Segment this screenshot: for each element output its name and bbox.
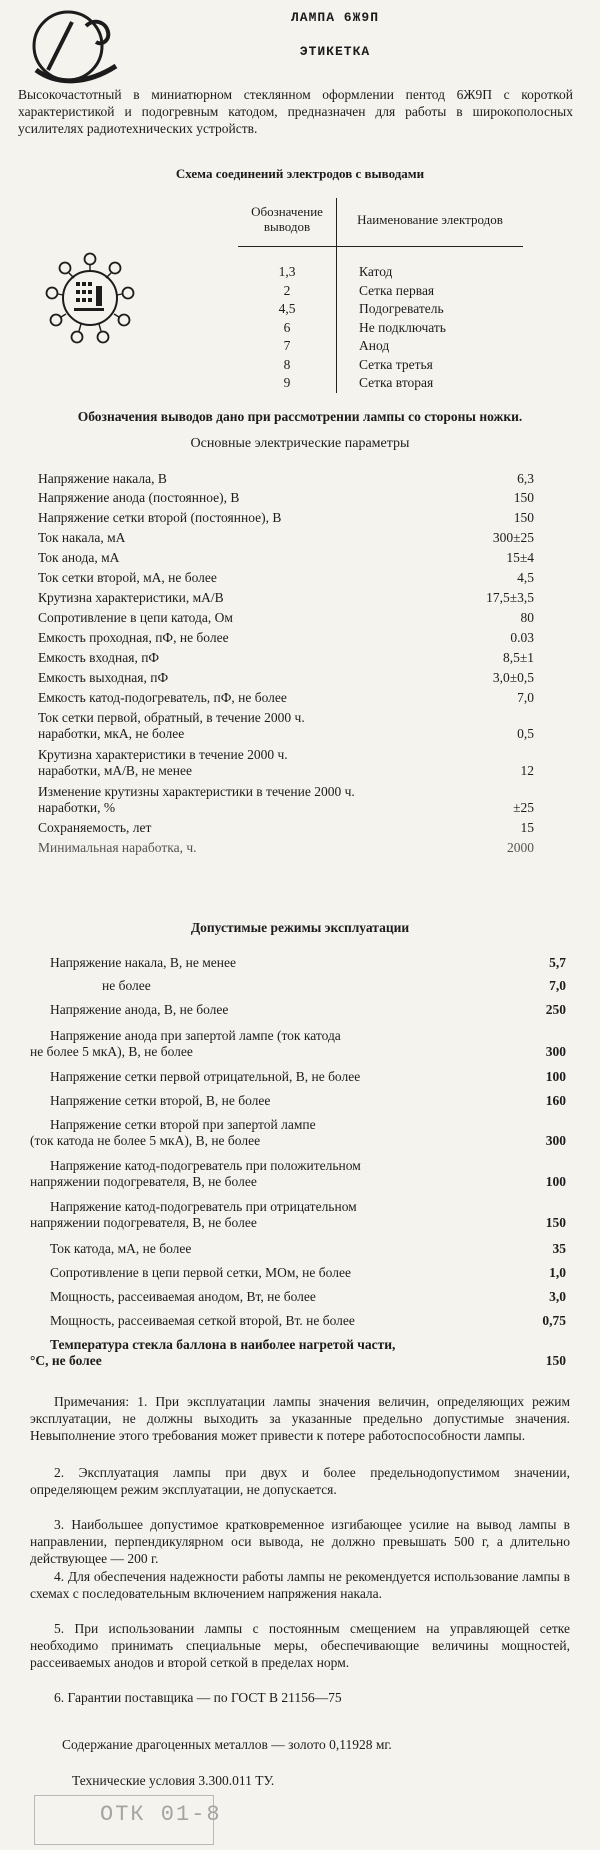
mode-label: Напряжение сетки второй при запертой лампе [50, 1117, 316, 1132]
param-row [38, 630, 534, 645]
param-value: 12 [520, 763, 534, 778]
mode-row [30, 1241, 566, 1256]
mode-value: 35 [552, 1241, 566, 1256]
param-label-continued: наработки, мкА, не более [38, 726, 185, 741]
param-value: 2000 [507, 840, 534, 855]
pin-row [238, 319, 523, 338]
pin-number: 2 [238, 282, 337, 301]
param-label-continued: наработки, % [38, 800, 116, 815]
mode-value: 150 [545, 1215, 566, 1230]
param-row [38, 650, 534, 665]
mode-label-continued: °С, не более [30, 1353, 102, 1368]
param-label: Емкость выходная, пФ [38, 670, 169, 685]
technical-conditions: Технические условия 3.300.011 ТУ. [72, 1773, 275, 1788]
electrode-name: Сетка первая [359, 282, 435, 298]
pin-table [238, 198, 523, 393]
pin-table-header [238, 198, 523, 247]
param-row [38, 747, 534, 779]
note-3: 3. Наибольшее допустимое кратковременное изгибающее усилие на вывод лампы в направлении, перпендикулярном оси вывода, не должно превышать 500 г, а длительно действующее — 200 г. [30, 1517, 570, 1566]
param-label: Крутизна характеристики, мА/В [38, 590, 224, 605]
mode-row [30, 1069, 566, 1084]
mode-label: не более [102, 978, 151, 993]
mode-label: Ток катода, мА, не более [50, 1241, 192, 1256]
pin-row [238, 247, 523, 282]
scheme-title: Схема соединений электродов с выводами [175, 166, 425, 181]
mode-label: Напряжение сетки первой отрицательной, В, не более [50, 1069, 361, 1084]
param-row [38, 670, 534, 685]
param-row [38, 471, 534, 486]
mode-value: 300 [545, 1133, 566, 1148]
pin-row [238, 374, 523, 393]
mode-label: Мощность, рассеиваемая сеткой второй, Вт. не более [50, 1313, 355, 1328]
electrode-name: Не подключать [359, 319, 446, 335]
pin-number: 9 [238, 374, 337, 393]
intro-paragraph: Высокочастотный в миниатюрном стеклянном оформлении пентод 6Ж9П с короткой характеристикой и подогревным катодом, предназначен для работы в широкополосных усилителях радиотехнических устройств. [18, 87, 573, 136]
param-label: Емкость входная, пФ [38, 650, 160, 665]
param-row [38, 610, 534, 625]
mode-row [30, 1337, 566, 1369]
mode-label-continued: напряжении подогревателя, В, не более [30, 1215, 257, 1230]
electrode-name: Катод [359, 264, 393, 279]
pin-view-note: Обозначения выводов дано при рассмотрении лампы со стороны ножки. [77, 409, 523, 424]
param-value: 3,0±0,5 [492, 670, 534, 685]
param-row [38, 820, 534, 835]
param-value: 6,3 [517, 471, 534, 486]
param-value: 150 [513, 490, 534, 505]
pin-number: 1,3 [238, 247, 337, 282]
pin-row [238, 282, 523, 301]
pin-row [238, 356, 523, 375]
mode-row [30, 1028, 566, 1060]
param-value: 8,5±1 [502, 650, 534, 665]
param-label: Напряжение анода (постоянное), В [38, 490, 240, 505]
mode-value: 150 [545, 1353, 566, 1368]
param-label: Сопротивление в цепи катода, Ом [38, 610, 233, 625]
mode-row [30, 1117, 566, 1149]
electrode-col-header: Наименование электродов [337, 198, 524, 247]
mode-label: Мощность, рассеиваемая анодом, Вт, не более [50, 1289, 316, 1304]
param-label: Напряжение накала, В [38, 471, 167, 486]
mode-label: Температура стекла баллона в наиболее нагретой части, [50, 1337, 396, 1352]
param-label: Сохраняемость, лет [38, 820, 152, 835]
param-value: 0,5 [517, 726, 534, 741]
mode-row [30, 1093, 566, 1108]
note-1: Примечания: 1. При эксплуатации лампы значения величин, определяющих режим эксплуатации, не должны выходить за указанные предельно допустимые значения. Невыполнение этого требования может привести к потере работоспособности лампы. [30, 1394, 570, 1443]
note-4: 4. Для обеспечения надежности работы лампы не рекомендуется использование лампы в схемах с последовательным включением напряжения накала. [30, 1569, 570, 1601]
param-value: 7,0 [517, 690, 534, 705]
mode-label: Напряжение анода при запертой лампе (ток катода [50, 1028, 341, 1043]
param-row [38, 550, 534, 565]
param-row [38, 570, 534, 585]
precious-metals-note: Содержание драгоценных металлов — золото 0,11928 мг. [62, 1737, 392, 1752]
note-6: 6. Гарантии поставщика — по ГОСТ В 21156—75 [54, 1690, 342, 1705]
param-label: Крутизна характеристики в течение 2000 ч. [38, 747, 288, 762]
param-value: 300±25 [492, 530, 534, 545]
mode-value: 1,0 [549, 1265, 566, 1280]
param-label: Ток накала, мА [38, 530, 126, 545]
document-subtitle: ЭТИКЕТКА [299, 44, 371, 59]
mode-value: 160 [545, 1093, 566, 1108]
param-label: Ток сетки второй, мА, не более [38, 570, 217, 585]
electrode-name: Сетка третья [359, 356, 433, 372]
param-row [38, 690, 534, 705]
mode-row [30, 1313, 566, 1328]
mode-label: Сопротивление в цепи первой сетки, МОм, не более [50, 1265, 351, 1280]
mode-row [30, 1265, 566, 1280]
mode-label: Напряжение анода, В, не более [50, 1002, 229, 1017]
electrode-name: Сетка вторая [359, 375, 434, 390]
pin-number: 4,5 [238, 300, 337, 319]
params-title: Основные электрические параметры [190, 436, 410, 451]
mode-label: Напряжение накала, В, не менее [50, 955, 236, 970]
note-5: 5. При использовании лампы с постоянным смещением на управляющей сетке необходимо принимать специальные меры, обеспечивающие величины мощностей, рассеиваемых анодов и второй сеткой в пределах норм. [30, 1621, 570, 1670]
mode-label: Напряжение катод-подогреватель при отрицательном [50, 1199, 357, 1214]
mode-label-continued: (ток катода не более 5 мкА), В, не более [30, 1133, 261, 1148]
mode-row [30, 955, 566, 970]
param-value: ±25 [513, 800, 534, 815]
param-value: 0.03 [510, 630, 534, 645]
param-label: Минимальная наработка, ч. [38, 840, 197, 855]
param-label: Емкость проходная, пФ, не более [38, 630, 229, 645]
param-value: 15 [520, 820, 534, 835]
electrode-name: Анод [359, 338, 390, 353]
param-value: 17,5±3,5 [486, 590, 534, 605]
param-row [38, 710, 534, 742]
param-row [38, 510, 534, 525]
mode-value: 250 [545, 1002, 566, 1017]
mode-label: Напряжение катод-подогреватель при положительном [50, 1158, 361, 1173]
param-value: 150 [513, 510, 534, 525]
param-row [38, 840, 534, 855]
param-label-continued: наработки, мА/В, не менее [38, 763, 192, 778]
param-value: 4,5 [517, 570, 534, 585]
param-label: Ток сетки первой, обратный, в течение 2000 ч. [38, 710, 305, 725]
param-value: 80 [520, 610, 534, 625]
mode-row [30, 978, 566, 993]
mode-value: 3,0 [549, 1289, 566, 1304]
mode-value: 100 [545, 1174, 566, 1189]
mode-value: 5,7 [549, 955, 566, 970]
pin-number: 7 [238, 337, 337, 356]
mode-row [30, 1199, 566, 1231]
param-row [38, 530, 534, 545]
mode-value: 0,75 [542, 1313, 566, 1328]
param-value: 15±4 [506, 550, 534, 565]
pin-row [238, 337, 523, 356]
mode-row [30, 1289, 566, 1304]
mode-value: 7,0 [549, 978, 566, 993]
electrode-name: Подогреватель [359, 301, 444, 316]
param-row [38, 490, 534, 505]
mode-label-continued: не более 5 мкА), В, не более [30, 1044, 193, 1059]
param-row [38, 784, 534, 816]
param-label: Напряжение сетки второй (постоянное), В [38, 510, 282, 525]
document-title: ЛАМПА 6Ж9П [290, 10, 379, 25]
param-label: Емкость катод-подогреватель, пФ, не более [38, 690, 287, 705]
mode-row [30, 1002, 566, 1017]
modes-title: Допустимые режимы эксплуатации [190, 920, 410, 935]
qc-stamp-text: ОТК 01-8 [100, 1802, 222, 1827]
mode-label-continued: напряжении подогревателя, В, не более [30, 1174, 257, 1189]
pin-number: 8 [238, 356, 337, 375]
param-row [38, 590, 534, 605]
pin-row [238, 300, 523, 319]
note-2: 2. Эксплуатация лампы при двух и более предельнодопустимом значении, определяющем режим эксплуатации, не допускается. [30, 1465, 570, 1497]
mode-row [30, 1158, 566, 1190]
pin-number: 6 [238, 319, 337, 338]
param-label: Изменение крутизны характеристики в течение 2000 ч. [38, 784, 355, 799]
mode-value: 300 [545, 1044, 566, 1059]
mode-value: 100 [545, 1069, 566, 1084]
mode-label: Напряжение сетки второй, В, не более [50, 1093, 271, 1108]
param-label: Ток анода, мА [38, 550, 120, 565]
pin-col-header: Обозначение выводов [238, 198, 337, 247]
tube-pinout-diagram-icon [44, 252, 136, 344]
